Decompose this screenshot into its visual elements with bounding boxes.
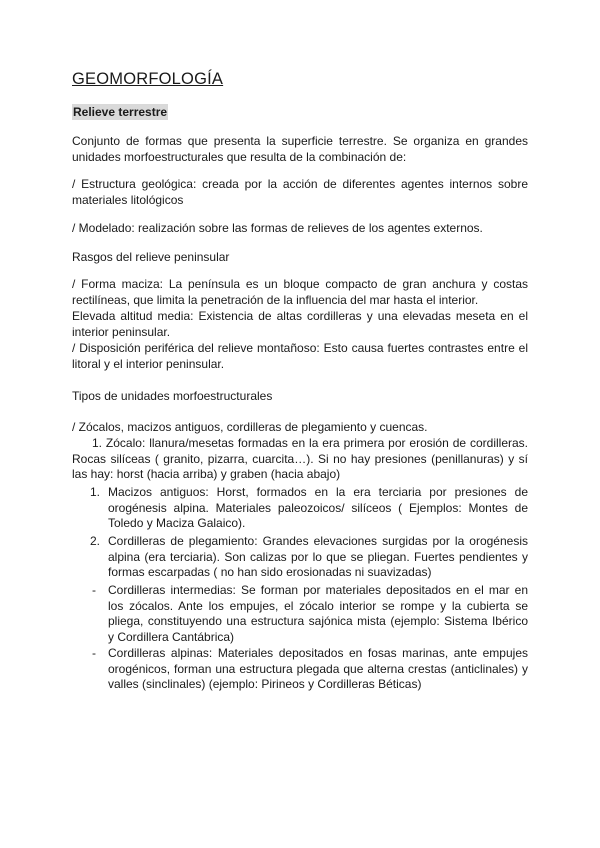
rasgos-heading: Rasgos del relieve peninsular (72, 250, 230, 264)
rasgo-altitud: Elevada altitud media: Existencia de altas cordilleras y una elevadas meseta en el interior peninsular. (72, 309, 528, 339)
page-title: GEOMORFOLOGÍA (72, 70, 224, 88)
rasgo-disposicion: / Disposición periférica del relieve montañoso: Esto causa fuertes contrastes entre el litoral y el interior peninsular. (72, 341, 528, 371)
tipos-heading: Tipos de unidades morfoestructurales (72, 389, 273, 403)
tipos-summary: / Zócalos, macizos antiguos, cordilleras de plegamiento y cuencas. (72, 420, 428, 434)
factor-estructura: / Estructura geológica: creada por la acción de diferentes agentes internos sobre materiales litológicos (72, 177, 528, 207)
unit-cordilleras-intermedias: Cordilleras intermedias: Se forman por materiales depositados en el mar en los zócalos. Ante los empujes, el zócalo interior se rompe y la cubierta se pliega, constituyendo una estructura sajónica mista (ejemplo: Sistema Ibérico y Cordillera Cantábrica) (108, 583, 528, 644)
unit-cordilleras-plegamiento: Cordilleras de plegamiento: Grandes elevaciones surgidas por la orogénesis alpina (era terciaria). Son calizas por lo que se pliegan. Fuertes pendientes y formas escarpadas ( no han sido erosionadas ni suavizadas) (108, 534, 528, 579)
unit-cordilleras-alpinas: Cordilleras alpinas: Materiales depositados en fosas marinas, ante empujes orogénicos, forman una estructura plegada que alterna crestas (anticlinales) y valles (sinclinales) (ejemplo: Pirineos y Cordilleras Béticas) (108, 646, 528, 691)
rasgo-forma-maciza: / Forma maciza: La península es un bloque compacto de gran anchura y costas rectilíneas, que limita la penetración de la influencia del mar hasta el interior. (72, 277, 528, 307)
intro-paragraph: Conjunto de formas que presenta la superficie terrestre. Se organiza en grandes unidades morfoestructurales que resulta de la combinación de: (72, 134, 528, 164)
list-marker: - (92, 646, 96, 660)
list-marker: 2. (90, 534, 101, 548)
zocalo-paragraph: 1. Zócalo: llanura/mesetas formadas en la era primera por erosión de cordilleras. Rocas silíceas ( granito, pizarra, cuarcita…). Si no hay presiones (penillanuras) y sí las hay: horst (hacia arriba) y graben (hacia abajo) (72, 436, 528, 481)
list-marker: - (92, 583, 96, 597)
factor-modelado: / Modelado: realización sobre las formas de relieves de los agentes externos. (72, 221, 483, 235)
section-heading: Relieve terrestre (73, 105, 168, 119)
list-marker: 1. (90, 485, 101, 499)
unit-macizos-antiguos: Macizos antiguos: Horst, formados en la era terciaria por presiones de orogénesis alpina. Materiales paleozoicos/ silíceos ( Ejemplos: Montes de Toledo y Maciza Galaico). (108, 485, 528, 530)
